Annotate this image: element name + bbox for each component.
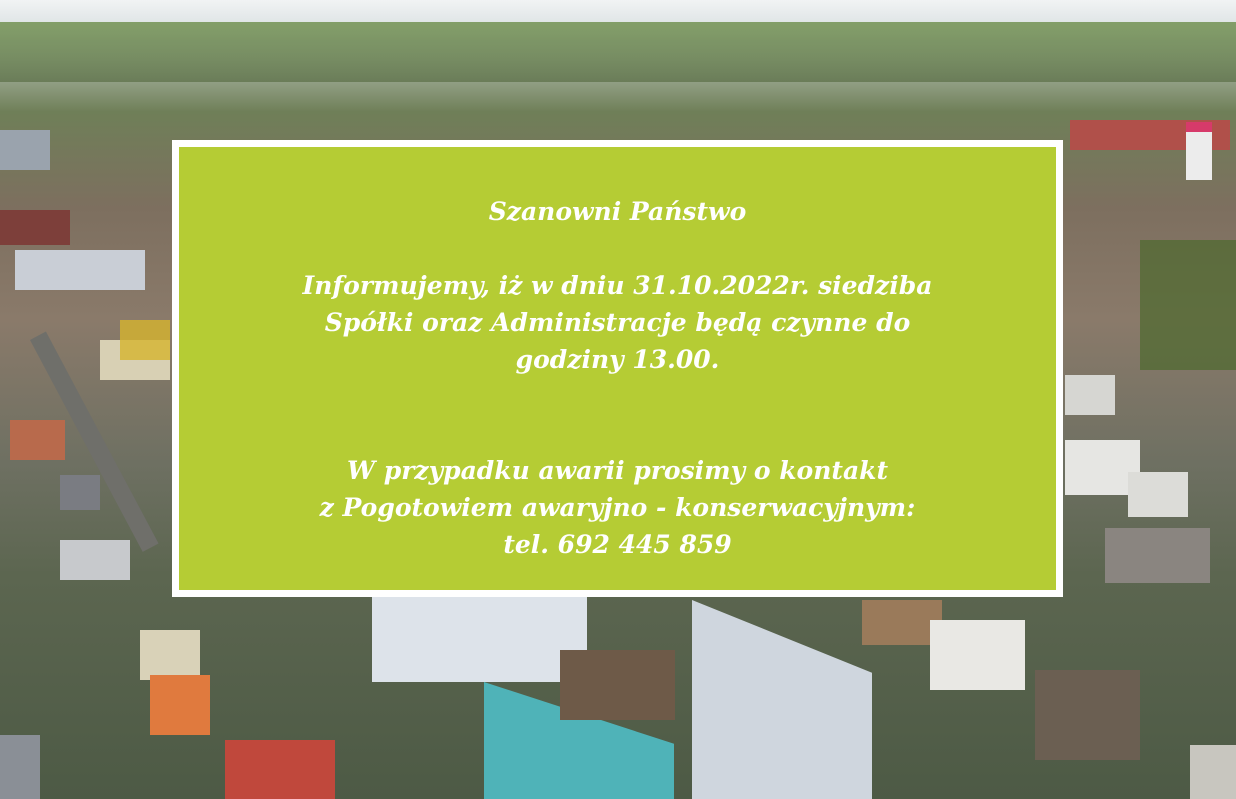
building-block <box>1128 472 1188 517</box>
building-block <box>930 620 1025 690</box>
building-block <box>140 630 200 680</box>
info-line: Spółki oraz Administracje będą czynne do <box>324 308 911 337</box>
announcement-panel <box>172 140 1063 597</box>
contact-line: W przypadku awarii prosimy o kontakt <box>346 456 889 485</box>
tree-area <box>120 320 170 360</box>
building-block <box>0 130 50 170</box>
contact-line: z Pogotowiem awaryjno - konserwacyjnym: <box>319 493 916 522</box>
water-tower <box>1186 122 1212 180</box>
building-block <box>0 735 40 799</box>
building-block <box>1190 745 1236 799</box>
building-block <box>1035 670 1140 760</box>
building-block <box>225 740 335 799</box>
info-line: Informujemy, iż w dniu 31.10.2022r. siedziba <box>302 271 933 300</box>
horizon-fields <box>0 22 1236 82</box>
building-block <box>10 420 65 460</box>
phone-number: tel. 692 445 859 <box>503 530 732 559</box>
info-line: godziny 13.00. <box>515 345 720 374</box>
building-block <box>1105 528 1210 583</box>
building-block <box>15 250 145 290</box>
tree-area <box>1140 240 1236 370</box>
apartment-block <box>692 600 872 799</box>
building-block <box>60 475 100 510</box>
building-block <box>60 540 130 580</box>
building-block <box>560 650 675 720</box>
building-block <box>150 675 210 735</box>
building-block <box>1065 375 1115 415</box>
apartment-block <box>372 597 587 682</box>
building-block <box>0 210 70 245</box>
greeting-text: Szanowni Państwo <box>488 197 747 226</box>
